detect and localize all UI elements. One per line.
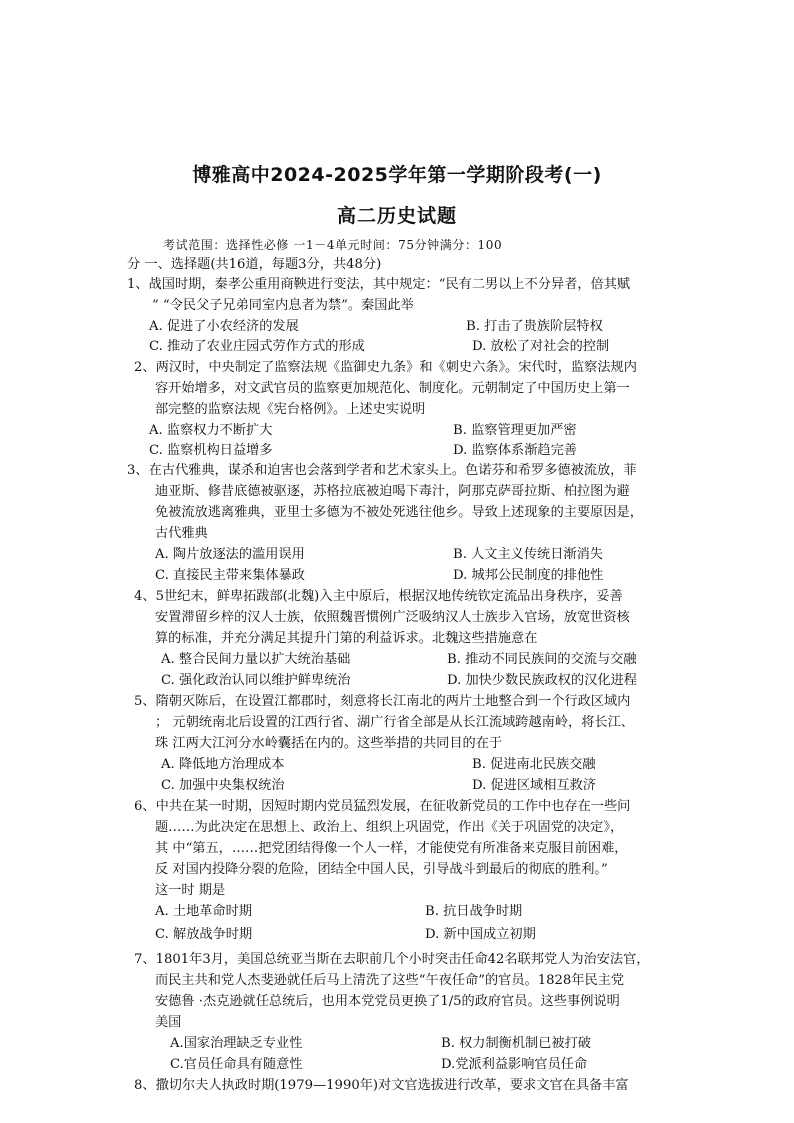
- question-3-option-b[interactable]: B. 人文主义传统日渐消失: [453, 547, 603, 562]
- question-6-line-3: 其 中“第五，……把党团结得像一个人一样，才能使党有所准备来克服目前困难，: [155, 841, 628, 856]
- question-5-line-1: 5、隋朝灭陈后，在设置江都郡时，刻意将长江南北的两片土地整合到一个行政区域内: [134, 694, 631, 709]
- question-3-line-3: 免被流放逃离雅典，亚里士多德为不被处死逃往他乡。导致上述现象的主要原因是，: [155, 505, 643, 520]
- question-5-option-a[interactable]: A. 降低地方治理成本: [161, 757, 285, 772]
- question-2-line-3: 部完整的监察法规《宪台格例》。上述史实说明: [155, 402, 426, 417]
- question-7-line-4: 美国: [155, 1015, 182, 1030]
- question-4-line-2: 安置滞留乡梓的汉人士族，依照魏晋惯例广泛吸纳汉人士族步入官场，放宽世资核: [155, 610, 630, 625]
- question-7-line-1: 7、1801年3月，美国总统亚当斯在去职前几个小时突击任命42名联邦党人为治安法官，: [134, 952, 650, 967]
- question-3-option-a[interactable]: A. 陶片放逐法的滥用误用: [155, 547, 305, 562]
- question-5-line-3: 珠 江两大江河分水岭囊括在内的。这些举措的共同目的在于: [155, 736, 503, 751]
- question-2-option-b[interactable]: B. 监察管理更加严密: [453, 423, 577, 438]
- question-7-option-a[interactable]: A.国家治理缺乏专业性: [170, 1036, 303, 1051]
- question-6-option-d[interactable]: D. 新中国成立初期: [425, 927, 536, 942]
- question-2-line-1: 2、两汉时，中央制定了监察法规《监御史九条》和《刺史六条》。宋代时，监察法规内: [134, 360, 637, 375]
- question-1-option-b[interactable]: B. 打击了贵族阶层特权: [466, 319, 603, 334]
- question-7-line-2: 而民主共和党人杰斐逊就任后马上清洗了这些“午夜任命”的官员。1828年民主党: [155, 973, 625, 988]
- question-3-option-c[interactable]: C. 直接民主带来集体暴政: [155, 568, 305, 583]
- question-7-line-3: 安德鲁 ·杰克逊就任总统后，也用本党党员更换了1/5的政府官员。这些事例说明: [155, 994, 620, 1009]
- question-2-option-c[interactable]: C. 监察机构日益增多: [149, 443, 273, 458]
- question-7-option-b[interactable]: B. 权力制衡机制已被打破: [441, 1036, 591, 1051]
- question-5-option-c[interactable]: C. 加强中央集权统治: [161, 778, 285, 793]
- question-4-option-d[interactable]: D. 加快少数民族政权的汉化进程: [447, 673, 637, 688]
- question-6-line-4: 反 对国内投降分裂的危险，团结全中国人民，引导战斗到最后的彻底的胜利。”: [155, 862, 608, 877]
- question-3-line-1: 3、在古代雅典，谋杀和迫害也会落到学者和艺术家头上。色诺芬和希罗多德被流放，菲: [127, 463, 637, 478]
- question-4-option-b[interactable]: B. 推动不同民族间的交流与交融: [447, 652, 637, 667]
- question-6-option-b[interactable]: B. 抗日战争时期: [425, 904, 523, 919]
- question-6-line-1: 6、中共在某一时期，因短时期内党员猛烈发展，在征收新党员的工作中也存在一些问: [134, 799, 631, 814]
- exam-scope: 考试范围：选择性必修 一1－4单元时间：75分钟满分：100: [163, 238, 503, 252]
- question-1-line-2: ” “令民父子兄弟同室内息者为禁”。秦国此举: [152, 298, 414, 313]
- question-3-option-d[interactable]: D. 城邦公民制度的排他性: [453, 568, 604, 583]
- question-6-line-2: 题……为此决定在思想上、政治上、组织上巩固党，作出《关于巩固党的决定》，: [155, 820, 624, 835]
- question-2-line-2: 容开始增多，对文武官员的监察更加规范化、制度化。元朝制定了中国历史上第一: [155, 381, 630, 396]
- question-5-option-d[interactable]: D. 促进区域相互救济: [472, 778, 596, 793]
- question-3-line-2: 迪亚斯、修昔底德被驱逐，苏格拉底被迫喝下毒汁，阿那克萨哥拉斯、柏拉图为避: [155, 484, 630, 499]
- question-6-option-a[interactable]: A. 土地革命时期: [155, 904, 253, 919]
- question-6-option-c[interactable]: C. 解放战争时期: [155, 927, 253, 942]
- question-8-line-1: 8、撒切尔夫人执政时期(1979—1990年)对文官选拔进行改革，要求文官在具备丰富: [134, 1078, 629, 1093]
- exam-title: 博雅高中2024-2025学年第一学期阶段考(一): [192, 164, 602, 186]
- question-1-option-c[interactable]: C. 推动了农业庄园式劳作方式的形成: [149, 339, 365, 354]
- question-4-option-a[interactable]: A. 整合民间力量以扩大统治基础: [161, 652, 351, 667]
- question-5-line-2: ； 元朝统南北后设置的江西行省、湖广行省全部是从长江流域跨越南岭，将长江、: [155, 715, 634, 730]
- section-heading: 分 一、选择题(共16道，每题3分，共48分): [127, 257, 382, 272]
- question-4-line-3: 算的标准，并充分满足其提升门第的利益诉求。北魏这些措施意在: [155, 631, 538, 646]
- question-4-option-c[interactable]: C. 强化政治认同以维护鲜卑统治: [161, 673, 351, 688]
- question-1-option-d[interactable]: D. 放松了对社会的控制: [472, 339, 610, 354]
- question-7-option-d[interactable]: D.党派利益影响官员任命: [441, 1057, 588, 1072]
- question-6-line-5: 这一时 期是: [155, 883, 226, 898]
- exam-subtitle: 高二历史试题: [336, 205, 457, 227]
- question-4-line-1: 4、5世纪末，鲜卑拓跋部(北魏)入主中原后，根据汉地传统钦定流品出身秩序，妥善: [134, 589, 623, 604]
- question-3-line-4: 古代雅典: [155, 526, 208, 541]
- question-2-option-d[interactable]: D. 监察体系渐趋完善: [453, 443, 577, 458]
- question-1-option-a[interactable]: A. 促进了小农经济的发展: [149, 319, 299, 334]
- question-7-option-c[interactable]: C.官员任命具有随意性: [170, 1057, 303, 1072]
- question-1-line-1: 1、战国时期，秦孝公重用商鞅进行变法，其中规定：“民有二男以上不分异者，倍其赋: [127, 277, 631, 292]
- question-2-option-a[interactable]: A. 监察权力不断扩大: [149, 423, 273, 438]
- question-5-option-b[interactable]: B. 促进南北民族交融: [472, 757, 596, 772]
